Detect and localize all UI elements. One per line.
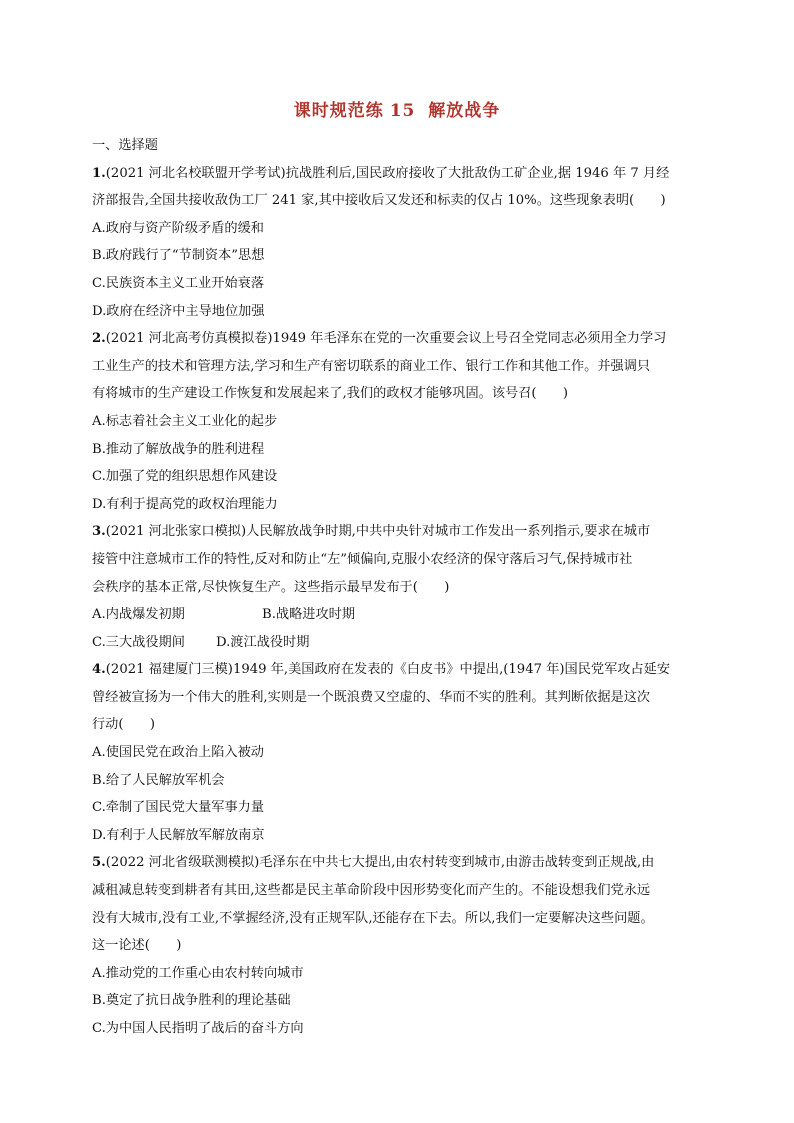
title-prefix: 课时规范练 xyxy=(293,101,384,121)
option-d[interactable]: D.政府在经济中主导地位加强 xyxy=(92,303,265,319)
question-3-line-3: 会秩序的基本正常,尽快恢复生产。这些指示最早发布于( ) xyxy=(92,579,450,595)
question-number: 3. xyxy=(92,524,106,540)
options-row-2 xyxy=(92,629,712,657)
question-3-line-2: 接管中注意城市工作的特性,反对和防止“左”倾偏向,克服小农经济的保守落后习气,保持城市社 xyxy=(92,551,633,567)
question-1-line-2: 济部报告,全国共接收敌伪工厂 241 家,其中接收后又发还和标卖的仅占 10%。这些现象表明( ) xyxy=(92,193,666,209)
option-a[interactable]: A.标志着社会主义工业化的起步 xyxy=(92,413,278,429)
question-2-line-1 xyxy=(92,325,712,353)
question-4 xyxy=(92,656,712,849)
question-5-line-2: 减租减息转变到耕者有其田,这些都是民主革命阶段中因形势变化而产生的。不能设想我们党永远 xyxy=(92,883,651,899)
option-c[interactable]: C.民族资本主义工业开始衰落 xyxy=(92,275,265,291)
question-2 xyxy=(92,325,712,518)
document-content xyxy=(92,132,712,1043)
question-5 xyxy=(92,849,712,1042)
option-d[interactable]: D.有利于人民解放军解放南京 xyxy=(92,827,265,843)
question-2-line-3: 有将城市的生产建设工作恢复和发展起来了,我们的政权才能够巩固。该号召( ) xyxy=(92,386,569,402)
options-row-1 xyxy=(92,601,712,629)
question-5-line-1 xyxy=(92,849,712,877)
question-5-line-3: 没有大城市,没有工业,不掌握经济,没有正规军队,还能存在下去。所以,我们一定要解决这些问题。 xyxy=(92,910,654,926)
option-c[interactable]: C.加强了党的组织思想作风建设 xyxy=(92,469,278,485)
option-c[interactable]: C.三大战役期间 xyxy=(92,634,185,650)
option-b[interactable]: B.政府践行了“节制资本”思想 xyxy=(92,248,265,264)
option-b[interactable]: B.推动了解放战争的胜利进程 xyxy=(92,441,265,457)
question-2-line-2: 工业生产的技术和管理方法,学习和生产有密切联系的商业工作、银行工作和其他工作。并强调只 xyxy=(92,358,651,374)
question-text: (2021 河北张家口模拟)人民解放战争时期,中共中央针对城市工作发出一系列指示,要求在城市 xyxy=(105,524,651,540)
question-4-line-3: 行动( ) xyxy=(92,717,156,733)
question-text: (2021 河北高考仿真模拟卷)1949 年毛泽东在党的一次重要会议上号召全党同志必须用全力学习 xyxy=(105,331,667,347)
section-heading: 一、选择题 xyxy=(92,138,158,153)
question-3-line-1 xyxy=(92,518,712,546)
option-b[interactable]: B.给了人民解放军机会 xyxy=(92,772,225,788)
question-number: 5. xyxy=(92,855,106,871)
question-1-line-1 xyxy=(92,160,712,188)
option-a[interactable]: A.推动党的工作重心由农村转向城市 xyxy=(92,965,304,981)
question-5-line-4: 这一论述( ) xyxy=(92,938,182,954)
question-number: 2. xyxy=(92,331,106,347)
title-suffix: 解放战争 xyxy=(428,101,501,121)
question-number: 4. xyxy=(92,662,106,678)
option-a[interactable]: A.内战爆发初期 xyxy=(92,607,185,623)
title-number: 15 xyxy=(389,101,416,121)
question-4-line-2: 曾经被宣扬为一个伟大的胜利,实则是一个既浪费又空虚的、华而不实的胜利。其判断依据是这次 xyxy=(92,689,651,705)
option-d[interactable]: D.有利于提高党的政权治理能力 xyxy=(92,496,278,512)
option-a[interactable]: A.政府与资产阶级矛盾的缓和 xyxy=(92,220,264,236)
question-1 xyxy=(92,160,712,326)
option-b[interactable]: B.战略进攻时期 xyxy=(262,607,356,623)
option-a[interactable]: A.使国民党在政治上陷入被动 xyxy=(92,745,264,761)
page-title xyxy=(0,96,794,121)
question-number: 1. xyxy=(92,165,106,181)
option-d[interactable]: D.渡江战役时期 xyxy=(216,634,310,650)
option-c[interactable]: C.为中国人民指明了战后的奋斗方向 xyxy=(92,1021,304,1036)
question-3 xyxy=(92,518,712,656)
question-text: (2021 福建厦门三模)1949 年,美国政府在发表的《白皮书》中提出,(1947 年)国民党军攻占延安 xyxy=(105,662,671,678)
question-4-line-1 xyxy=(92,656,712,684)
option-b[interactable]: B.奠定了抗日战争胜利的理论基础 xyxy=(92,993,291,1009)
question-text: (2022 河北省级联测模拟)毛泽东在中共七大提出,由农村转变到城市,由游击战转变到正规战,由 xyxy=(105,855,655,871)
option-c[interactable]: C.牵制了国民党大量军事力量 xyxy=(92,800,265,816)
question-text: (2021 河北名校联盟开学考试)抗战胜利后,国民政府接收了大批敌伪工矿企业,据 1946 年 7 月经 xyxy=(105,165,670,181)
